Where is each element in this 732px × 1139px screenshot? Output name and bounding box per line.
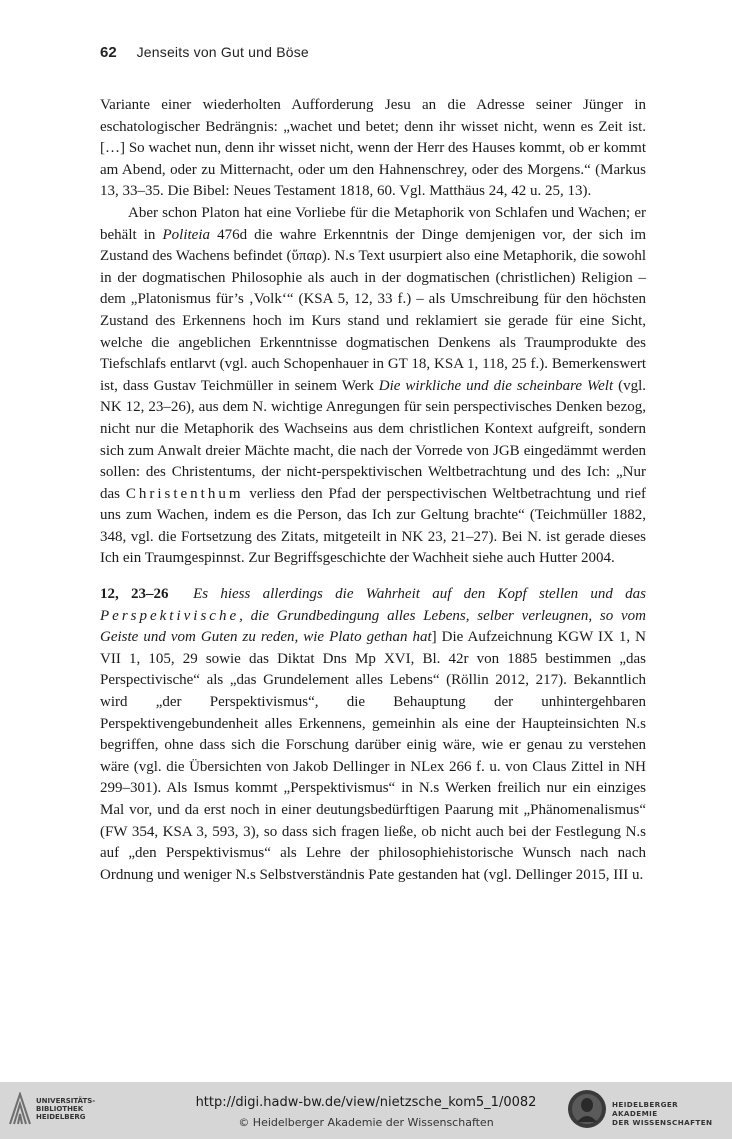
spaced-christenthum: Christenthum xyxy=(125,485,244,502)
page-number: 62 xyxy=(100,44,117,61)
ub-logo-line: HEIDELBERG xyxy=(36,1113,86,1121)
copyright-notice: © Heidelberger Akademie der Wissenschaften xyxy=(238,1116,494,1129)
lemma-text-b: , die Grundbedingung alles Lebens, selber verleugnen, so vom Geiste und vom Guten zu reden, wie Plato gethan hat xyxy=(100,607,646,646)
permalink-url[interactable]: http://digi.hadw-bw.de/view/nietzsche_kom5_1/0082 xyxy=(195,1095,537,1110)
hawd-seal-icon xyxy=(566,1088,608,1130)
paragraph-2-text-a: Aber schon Platon hat eine Vorliebe für die Metaphorik von Schlafen und Wachen; er behält in xyxy=(100,204,646,243)
teichmueller-work-title: Die wirkliche und die scheinbare Welt xyxy=(378,377,614,394)
politeia-title: Politeia xyxy=(162,226,210,243)
ub-logo-line: BIBLIOTHEK xyxy=(36,1105,84,1113)
paragraph-2-text-b: 476d die wahre Erkenntnis der Dinge demjenigen vor, der sich im Zustand des Wachens befindet (ὕπαρ). N.s Text usurpiert also eine Metaphorik, die sowohl in der dogmatischen Philosophie als auch in der dogmatischen (christlichen) Religion – dem „Platonismus für’s ‚Volk‘“ (KSA 5, 12, 33 f.) – als Umschreibung für den höchsten Zustand des Erkennens hoch im Kurs stand und reklamiert sie gerade für eine Sicht, welche die angeblichen Erkenntnisse dogmatischen Denkens als Traumprodukte des Tiefschlafs entlarvt (vgl. auch Schopenhauer in GT 18, KSA 1, 118, 25 f.). Bemerkenswert ist, dass Gustav Teichmüller in seinem Werk xyxy=(100,226,646,394)
hawd-logo-line: HEIDELBERGER AKADEMIE xyxy=(612,1100,679,1118)
lemma-bracket: ] xyxy=(431,629,437,646)
lemma-spaced: Perspektivische xyxy=(100,607,240,624)
paragraph-2-text-d: verliess den Pfad der perspectivischen Weltbetrachtung und rief uns zum Wachen, indem es die Person, das Ich zur Geltung brachte“ (Teichmüller 1882, 348, vgl. die Fortsetzung des Zitats, mitgeteilt in NK 23, 21–27). Bei N. ist gerade dieses Ich ein Traumgespinnst. Zur Begriffsgeschichte der Wachheit siehe auch Hutter 2004. xyxy=(100,485,646,567)
entry-text: Die Aufzeichnung KGW IX 1, N VII 1, 105, 29 sowie das Diktat Dns Mp XVI, Bl. 42r von 1885 bestimmen „das Perspectivische“ als „das Grundelement alles Lebens“ (Röllin 2012, 217). Bekanntlich wird „der Perspektivismus“, die Behauptung der unhintergehbaren Perspektivengebundenheit alles Erkennens, gemeinhin als eine der Haupteinsichten N.s begriffen, ohne dass sich die Forschung darüber einig wäre, wie er genau zu verstehen wäre (vgl. die Übersichten von Jakob Dellinger in NLex 266 f. u. von Claus Zittel in NH 299–301). Als Ismus kommt „Perspektivismus“ in N.s Werken freilich nur ein einziges Mal vor, und da erst noch in einer deutungsbedürftigen Paarung mit „Phänomenalismus“ (FW 354, KSA 3, 593, 3), so dass sich fragen ließe, ob nicht auch bei der Festlegung N.s auf „den Perspektivismus“ als Lehre der philosophiehistorische Wunsch nach nach Ordnung und weniger N.s Selbstverständnis Pate gestanden hat (vgl. Dellinger 2015, III u. xyxy=(100,629,646,883)
commentary-entry xyxy=(100,584,646,886)
entry-reference: 12, 23–26 xyxy=(100,586,169,603)
paragraph-2 xyxy=(100,203,646,570)
running-title: Jenseits von Gut und Böse xyxy=(136,44,309,60)
paragraph-2-text-c: (vgl. NK 12, 23–26), aus dem N. wichtige Anregungen für sein perspectivisches Denken bezog, nicht nur die Metaphorik des Wachseins aus dem christlichen Kontext aufgreift, sondern sich zum Anwalt dreier Mächte macht, die nach der Vorrede von JGB eingedämmt werden sollen: des Christentums, der nicht-perspektivischen Weltbetrachtung und des Ich: „Nur das xyxy=(100,377,646,502)
paragraph-1: Variante einer wiederholten Aufforderung Jesu an die Adresse seiner Jünger in eschatologischer Bedrängnis: „wachet und betet; denn ihr wisset nicht, wenn es Zeit ist. […] So wachet nun, denn ihr wisset nicht, wenn der Herr des Hauses kommt, ob er kommt am Abend, oder zu Mitternacht, oder um den Hahnenschrey, oder des Morgens.“ (Markus 13, 33–35. Die Bibel: Neues Testament 1818, 60. Vgl. Matthäus 24, 42 u. 25, 13). xyxy=(100,97,646,200)
hawd-logo-line: DER WISSENSCHAFTEN xyxy=(612,1118,713,1127)
hawd-logo xyxy=(566,1088,726,1132)
footer-bar xyxy=(0,1082,732,1139)
ub-logo-line: UNIVERSITÄTS- xyxy=(36,1097,96,1105)
lemma-text-a: Es hiess allerdings die Wahrheit auf den Kopf stellen und das xyxy=(193,586,647,603)
running-header xyxy=(100,44,309,64)
hawd-logo-text xyxy=(612,1100,726,1127)
page-body xyxy=(100,95,646,886)
